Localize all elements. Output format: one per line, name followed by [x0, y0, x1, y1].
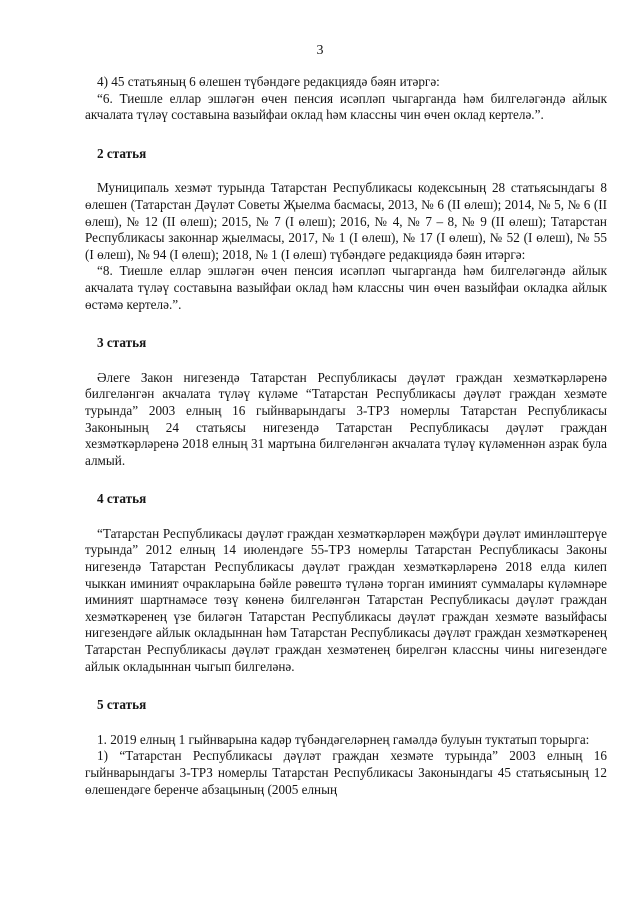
article4-intro: 4) 45 статьяның 6 өлешен түбәндәге редакциядә бәян итәргә:: [97, 74, 440, 89]
section5-item1: 1. 2019 елның 1 гыйнварына кадәр түбәндәгеләрнең гамәлдә булуын туктатып торырга:: [97, 731, 590, 747]
section4-paragraph: “Татарстан Республикасы дәүләт граждан хезмәткәрләрен мәҗбүри дәүләт иминләштерүе турында” 2012 елның 14 июлендәге 55-ТРЗ номерлы Татарстан Республикасы Законы нигезендә Татарстан Республикасы дәүләт граждан хезмәткәрләренә 2018 елда килеп чыккан иминият очракларына бәйле рәвештә түләнә торган иминият суммалары күләмнәре иминият шартнамәсе төзү көненә билгеләнгән Татарстан Республикасы дәүләт граждан хезмәткәренең үзе биләгән Татарстан Республикасы дәүләт граждан хезмәте вазыйфасы нигезендәге айлык окладыннан һәм Татарстан Республикасы дәүләт граждан хезмәткәренең Татарстан Республикасы дәүләт граждан хезмәтенең бирелгән классны чины нигезендәге айлык окладыннан чыгып билгеләнә.: [85, 525, 607, 674]
section5-heading: 5 статья: [97, 697, 147, 713]
article4-quote: “6. Тиешле еллар эшләгән өчен пенсия исәпләп чыгарганда һәм билгеләгәндә айлык акчалата түләү составына вазыйфаи оклад һәм классны чин өчен оклад кертелә.”.: [85, 90, 607, 123]
section2-paragraph: Муниципаль хезмәт турында Татарстан Республикасы кодексының 28 статьясындагы 8 өлешен (Татарстан Дәүләт Советы Җыелма басмасы, 2013, № 6 (II өлеш); 2014, № 5, № 6 (II өлеш), № 12 (II өлеш); 2015, № 7 (I өлеш); 2016, № 4, № 7 – 8, № 9 (II өлеш); Татарстан Республикасы законнар җыелмасы, 2017, № 1 (I өлеш), № 17 (I өлеш), № 52 (I өлеш), № 55 (I өлеш), № 94 (I өлеш); 2018, № 1 (I өлеш) түбәндәге редакциядә бәян итәргә:: [85, 180, 607, 262]
section5-subitem1: 1) “Татарстан Республикасы дәүләт граждан хезмәте турында” 2003 елның 16 гыйнварындагы 3-ТРЗ номерлы Татарстан Республикасы Законындагы 45 статьясының 12 өлешендәге беренче абзацының (2005 елның: [85, 748, 607, 797]
section3-paragraph: Әлеге Закон нигезендә Татарстан Республикасы дәүләт граждан хезмәткәрләренә билгеләнгән акчалата түләү күләме “Татарстан Республикасы дәүләт граждан хезмәте турында” 2003 елның 16 гыйнварындагы 3-ТРЗ номерлы Татарстан Республикасы Законының 24 статьясы нигезендә Татарстан Республикасы дәүләт граждан хезмәткәрләренә 2018 елның 31 мартына билгеләнгән акчалата түләү күләменнән азрак була алмый.: [85, 369, 607, 468]
section2-heading: 2 статья: [97, 145, 147, 161]
document-body: [85, 74, 607, 798]
section3-heading: 3 статья: [97, 335, 147, 351]
section2-quote: “8. Тиешле еллар эшләгән өчен пенсия исәпләп чыгарганда һәм билгеләгәндә айлык акчалата түләү составына вазыйфаи оклад һәм классны чин өчен вазыйфаи окладка айлык өстәмә кертелә.”.: [85, 263, 607, 312]
page-number: 3: [316, 43, 324, 58]
section4-heading: 4 статья: [97, 491, 147, 507]
